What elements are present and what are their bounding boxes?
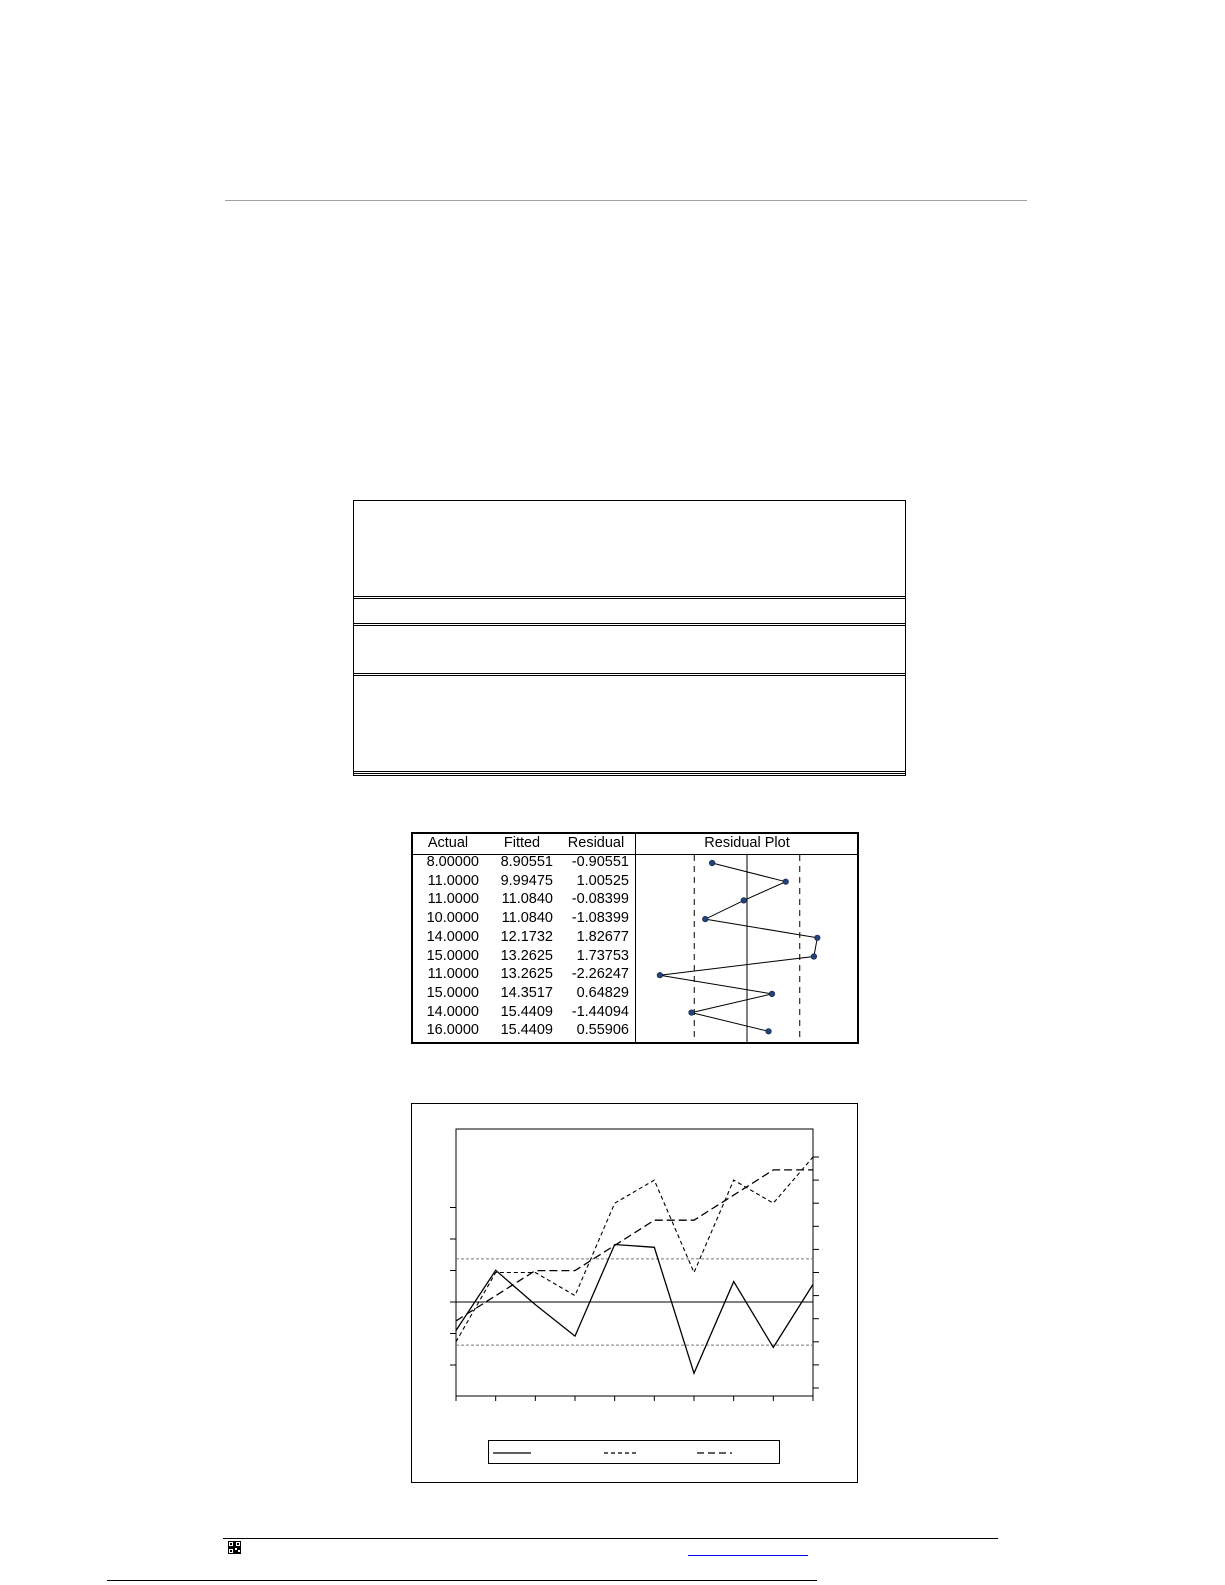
fitted-cell: 13.2625	[500, 947, 553, 964]
footer-rule	[223, 1538, 998, 1539]
actual-cell: 8.00000	[426, 854, 479, 870]
fitted-cell: 15.4409	[500, 1003, 553, 1020]
footer-link[interactable]	[688, 1555, 808, 1556]
residual-point	[769, 991, 775, 997]
table-row	[413, 985, 635, 1004]
residual-cell: 1.00525	[576, 872, 629, 889]
bottom-rule	[107, 1580, 817, 1581]
frame-divider-3	[354, 673, 905, 676]
residual-cell: -1.08399	[571, 910, 629, 927]
residual-series-line	[456, 1245, 813, 1374]
fitted-cell: 14.3517	[500, 984, 553, 1001]
fitted-cell: 9.99475	[500, 872, 553, 889]
table-row	[413, 1004, 635, 1023]
header-rule	[225, 200, 1027, 201]
residual-cell: 1.82677	[576, 928, 629, 945]
residual-point	[702, 916, 708, 922]
residual-cell: -2.26247	[571, 966, 629, 983]
table-row	[413, 1022, 635, 1041]
frame-divider-4	[354, 771, 905, 774]
residual-point	[815, 935, 821, 941]
fitted-cell: 13.2625	[500, 966, 553, 983]
residual-cell: 0.64829	[576, 984, 629, 1001]
header-residual-plot: Residual Plot	[704, 835, 790, 851]
header-actual: Actual	[427, 835, 469, 851]
residual-plot	[636, 855, 858, 1043]
table-row	[413, 891, 635, 910]
fitted-cell: 15.4409	[500, 1022, 553, 1039]
actual-series-line	[456, 1157, 813, 1342]
qr-code-icon	[228, 1541, 241, 1554]
frame-divider-2	[354, 623, 905, 626]
plot-area	[456, 1129, 813, 1396]
frame-divider-1	[354, 596, 905, 599]
residual-plot-line	[660, 863, 817, 1031]
actual-cell: 15.0000	[426, 947, 479, 964]
chart-canvas	[412, 1104, 857, 1434]
residual-point	[741, 898, 747, 904]
table-row	[413, 929, 635, 948]
fitted-cell: 12.1732	[500, 928, 553, 945]
actual-cell: 11.0000	[427, 966, 479, 983]
residual-point	[657, 972, 663, 978]
fitted-cell: 11.0840	[501, 891, 553, 908]
actual-cell: 11.0000	[427, 891, 479, 908]
residual-cell: -0.08399	[571, 891, 629, 908]
table-row	[413, 854, 635, 873]
residual-cell: -1.44094	[571, 1003, 629, 1020]
table-row	[413, 910, 635, 929]
residual-point	[689, 1010, 695, 1016]
actual-fitted-residual-chart	[411, 1103, 858, 1483]
chart-legend	[488, 1440, 780, 1464]
residual-point	[766, 1029, 772, 1035]
actual-cell: 14.0000	[426, 928, 479, 945]
header-residual: Residual	[567, 835, 625, 851]
residual-table	[411, 832, 859, 1044]
residual-point	[709, 860, 715, 866]
residual-cell: 0.55906	[576, 1022, 629, 1039]
table-row	[413, 948, 635, 967]
fitted-cell: 8.90551	[500, 854, 553, 870]
table-row	[413, 966, 635, 985]
actual-cell: 11.0000	[427, 872, 479, 889]
actual-cell: 16.0000	[426, 1022, 479, 1039]
actual-cell: 10.0000	[426, 910, 479, 927]
table-row	[413, 873, 635, 892]
residual-cell: 1.73753	[576, 947, 629, 964]
residual-point	[811, 954, 817, 960]
residual-cell: -0.90551	[571, 854, 629, 870]
header-fitted: Fitted	[503, 835, 541, 851]
fitted-cell: 11.0840	[501, 910, 553, 927]
content-frame	[353, 500, 906, 776]
actual-cell: 15.0000	[426, 984, 479, 1001]
actual-cell: 14.0000	[426, 1003, 479, 1020]
residual-point	[783, 879, 789, 885]
